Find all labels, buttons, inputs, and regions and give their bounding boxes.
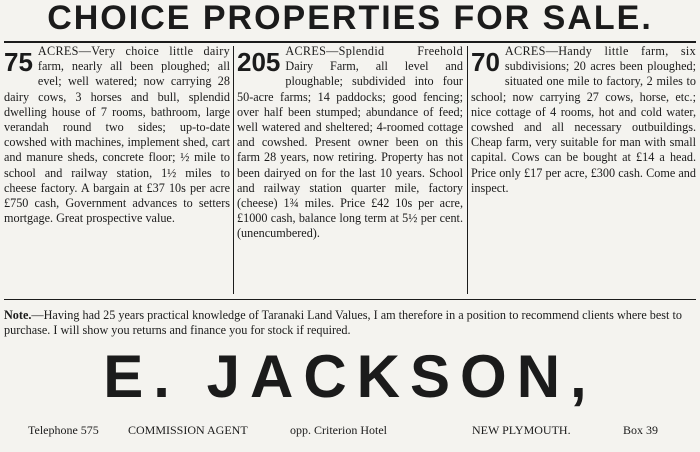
agent-name: E. JACKSON,	[103, 343, 597, 410]
top-rule	[4, 41, 696, 43]
advert-headline: CHOICE PROPERTIES FOR SALE.	[47, 0, 653, 37]
agent-note	[4, 308, 694, 338]
listing-lead: ACRES—Handy little farm, six	[504, 44, 696, 58]
listing-75-acres	[4, 44, 230, 226]
column-divider	[233, 46, 234, 294]
listing-body: subdivisions; 20 acres been ploughed; situated one mile to factory, 2 miles to school; now carrying 27 cows, horse, etc.; nice cottage of 4 rooms, hot and cold water, cowshed and all necessary outbuildings. Cheap farm, very suitable for man with small capital. Cows can be bought at £14 a head. Price only £17 per acre, £300 cash. Come and inspect.	[471, 59, 696, 195]
listing-body: farm, nearly all been ploughed; all evel; well watered; now carrying 28 dairy cows, 3 horses and bull, splendid dwelling house of 7 rooms, bathroom, large verandah round two sides; up-to-date cowshed with machines, implement shed, cart and manure sheds, concrete floor; ½ mile to school and railway station, 1½ miles to cheese factory. A bargain at £37 10s per acre £750 cash, Government advances to setters mortgage. Great prospective value.	[4, 59, 230, 226]
agent-town: NEW PLYMOUTH.	[472, 423, 571, 437]
agent-role: COMMISSION AGENT	[128, 423, 248, 437]
listing-205-acres	[237, 44, 463, 242]
listing-acreage: 205	[237, 47, 281, 77]
listing-body: Dairy Farm, all level and ploughable; subdivided into four 50-acre farms; 14 paddocks; good fencing; over half been stumped; abundance of feed; well watered and sheltered; 4-roomed cottage and cowshed. Present owner been on this farm 28 years, now retiring. Property has not been dairyed on for the last 10 years. School and railway station quarter mile, factory (cheese) 1¾ miles. Price £42 10s per acre, £1000 cash, balance long term at 5½ per cent. (unencumbered).	[237, 59, 463, 241]
listing-acreage: 75	[4, 47, 33, 77]
column-divider	[467, 46, 468, 294]
telephone: Telephone 575	[28, 423, 99, 437]
note-label: Note.	[4, 308, 32, 322]
agent-address: opp. Criterion Hotel	[290, 423, 387, 437]
note-text: —Having had 25 years practical knowledge of Taranaki Land Values, I am therefore in a position to recommend clients where best to purchase. I will show you returns and finance you for stock if required.	[4, 308, 682, 337]
listing-lead: ACRES—Very choice little dairy	[37, 44, 230, 58]
listing-acreage: 70	[471, 47, 500, 77]
listing-70-acres	[471, 44, 696, 196]
section-rule	[4, 299, 696, 300]
post-box: Box 39	[623, 423, 659, 437]
listing-lead: ACRES—Splendid Freehold	[285, 44, 463, 58]
